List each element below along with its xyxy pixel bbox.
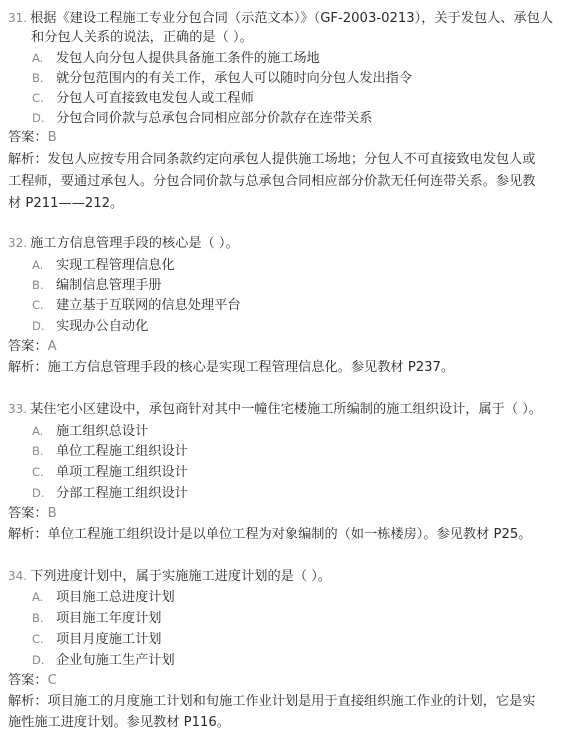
question-31-analysis-line-2: 工程师，要通过承包人。分包合同价款与总承包合同相应部分价款无任何连带关系。参见教 xyxy=(8,174,536,189)
option-letter: A. xyxy=(32,258,44,272)
option-text: 单项工程施工组织设计 xyxy=(56,465,188,480)
option-text: 项目施工总进度计划 xyxy=(56,590,175,605)
option-letter: D. xyxy=(32,653,45,667)
question-32-option-b xyxy=(32,275,162,295)
option-text: 编制信息管理手册 xyxy=(56,278,162,293)
question-32-stem xyxy=(8,233,239,253)
question-33-stem xyxy=(8,399,542,419)
option-text: 施工组织总设计 xyxy=(56,424,149,439)
question-34-stem xyxy=(8,566,331,586)
answer-label: 答案： xyxy=(8,339,48,354)
question-31-option-c xyxy=(32,88,254,108)
option-text: 实现工程管理信息化 xyxy=(56,258,175,273)
question-32-answer xyxy=(8,337,57,357)
answer-value: A xyxy=(47,339,57,354)
question-33-option-c xyxy=(32,462,188,482)
question-31-option-b xyxy=(32,68,412,88)
answer-label: 答案： xyxy=(8,673,48,688)
question-34-answer xyxy=(8,671,57,691)
question-33-option-d xyxy=(32,483,188,503)
option-text: 就分包范围内的有关工作，承包人可以随时向分包人发出指令 xyxy=(56,71,413,86)
question-32-option-d xyxy=(32,316,148,336)
option-text: 分包合同价款与总承包合同相应部分价款存在连带关系 xyxy=(56,111,373,126)
stem-text: 根据《建设工程施工专业分包合同（示范文本）》（GF-2003-0213），关于发包人、承包人 xyxy=(30,11,554,26)
option-letter: C. xyxy=(32,465,44,479)
question-31-stem-line-2: 和分包人关系的说法，正确的是（ ）。 xyxy=(31,30,253,45)
option-letter: A. xyxy=(32,424,44,438)
question-34-option-b xyxy=(32,608,162,628)
option-letter: B. xyxy=(32,278,44,292)
option-letter: C. xyxy=(32,91,44,105)
answer-value: C xyxy=(47,673,57,688)
question-32-analysis: 解析：施工方信息管理手段的核心是实现工程管理信息化。参见教材 P237。 xyxy=(8,360,455,375)
question-number: 32. xyxy=(8,236,28,250)
stem-text: 下列进度计划中，属于实施施工进度计划的是（ ）。 xyxy=(30,569,331,584)
question-34-option-c xyxy=(32,629,162,649)
option-text: 项目月度施工计划 xyxy=(56,632,162,647)
option-letter: D. xyxy=(32,319,45,333)
question-31-answer xyxy=(8,128,57,148)
option-text: 企业旬施工生产计划 xyxy=(56,653,175,668)
question-33-analysis: 解析：单位工程施工组织设计是以单位工程为对象编制的（如一栋楼房）。参见教材 P25。 xyxy=(8,527,532,542)
answer-label: 答案： xyxy=(8,506,48,521)
question-number: 34. xyxy=(8,569,28,583)
question-33-option-b xyxy=(32,441,188,461)
question-32-option-c xyxy=(32,295,241,315)
stem-text: 施工方信息管理手段的核心是（ ）。 xyxy=(30,236,239,251)
question-31-analysis-line-1: 解析：发包人应按专用合同条款约定向承包人提供施工场地；分包人不可直接致电发包人或 xyxy=(8,152,536,167)
stem-text: 某住宅小区建设中，承包商针对其中一幢住宅楼施工所编制的施工组织设计，属于（ ）。 xyxy=(30,402,542,417)
answer-value: B xyxy=(47,506,57,521)
answer-label: 答案： xyxy=(8,130,48,145)
option-letter: B. xyxy=(32,444,44,458)
question-32-option-a xyxy=(32,255,175,275)
question-31-analysis-line-3: 材 P211——212。 xyxy=(8,196,124,211)
question-31-option-a xyxy=(32,48,320,68)
option-letter: A. xyxy=(32,590,44,604)
option-letter: A. xyxy=(32,51,44,65)
question-33-option-a xyxy=(32,421,148,441)
option-text: 建立基于互联网的信息处理平台 xyxy=(56,298,241,313)
question-31-stem-line-1 xyxy=(8,8,553,28)
option-letter: C. xyxy=(32,298,44,312)
question-34-option-a xyxy=(32,587,175,607)
question-number: 31. xyxy=(8,11,28,25)
question-34-option-d xyxy=(32,650,175,670)
option-letter: B. xyxy=(32,611,44,625)
option-text: 分包人可直接致电发包人或工程师 xyxy=(56,91,254,106)
option-text: 分部工程施工组织设计 xyxy=(56,486,188,501)
option-letter: D. xyxy=(32,111,45,125)
option-text: 实现办公自动化 xyxy=(56,319,149,334)
option-letter: C. xyxy=(32,632,44,646)
question-number: 33. xyxy=(8,402,28,416)
question-34-analysis-line-2: 施性施工进度计划。参见教材 P116。 xyxy=(8,715,230,730)
option-letter: B. xyxy=(32,71,44,85)
answer-value: B xyxy=(47,130,57,145)
option-letter: D. xyxy=(32,486,45,500)
question-31-option-d xyxy=(32,108,373,128)
option-text: 项目施工年度计划 xyxy=(56,611,162,626)
question-34-analysis-line-1: 解析：项目施工的月度施工计划和旬施工作业计划是用于直接组织施工作业的计划，它是实 xyxy=(8,694,536,709)
option-text: 单位工程施工组织设计 xyxy=(56,444,188,459)
option-text: 发包人向分包人提供具备施工条件的施工场地 xyxy=(56,51,320,66)
question-33-answer xyxy=(8,504,57,524)
